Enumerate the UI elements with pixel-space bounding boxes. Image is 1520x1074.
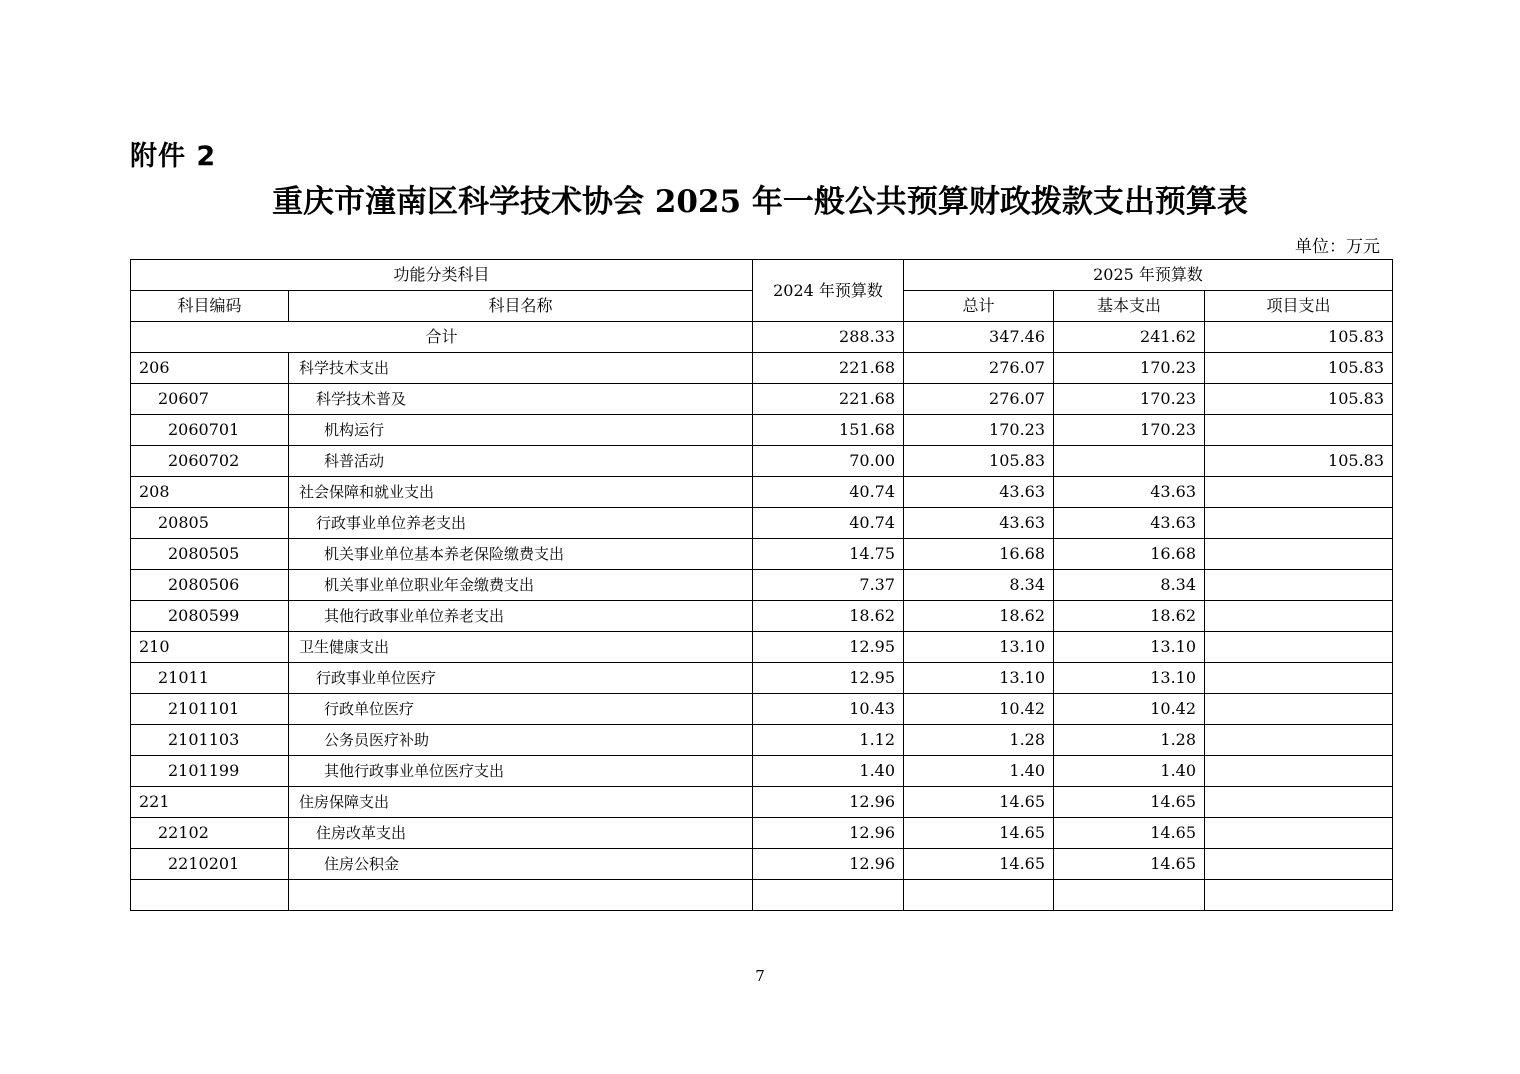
row-name: 行政事业单位医疗	[289, 663, 753, 694]
row-code: 2060701	[131, 415, 289, 446]
row-code: 2101101	[131, 694, 289, 725]
row-budget-2024: 7.37	[753, 570, 904, 601]
row-basic	[1054, 446, 1205, 477]
row-code: 2101199	[131, 756, 289, 787]
row-code: 208	[131, 477, 289, 508]
row-code: 20607	[131, 384, 289, 415]
row-total: 10.42	[904, 694, 1054, 725]
row-total: 14.65	[904, 818, 1054, 849]
row-code: 22102	[131, 818, 289, 849]
row-name: 科学技术支出	[289, 353, 753, 384]
row-total: 18.62	[904, 601, 1054, 632]
row-budget-2024: 12.95	[753, 663, 904, 694]
row-name: 其他行政事业单位养老支出	[289, 601, 753, 632]
row-project	[1205, 415, 1393, 446]
row-total: 170.23	[904, 415, 1054, 446]
row-basic	[1054, 880, 1205, 911]
row-name: 卫生健康支出	[289, 632, 753, 663]
table-row	[131, 508, 1393, 539]
header-total: 总计	[904, 291, 1054, 322]
row-basic: 43.63	[1054, 477, 1205, 508]
row-budget-2024: 12.95	[753, 632, 904, 663]
header-project: 项目支出	[1205, 291, 1393, 322]
row-budget-2024: 70.00	[753, 446, 904, 477]
row-project	[1205, 508, 1393, 539]
row-basic: 16.68	[1054, 539, 1205, 570]
row-total: 105.83	[904, 446, 1054, 477]
table-row	[131, 818, 1393, 849]
total-b2024: 288.33	[753, 322, 904, 353]
table-row	[131, 415, 1393, 446]
row-code: 20805	[131, 508, 289, 539]
row-budget-2024: 40.74	[753, 508, 904, 539]
row-code: 2080505	[131, 539, 289, 570]
header-func-category: 功能分类科目	[131, 260, 753, 291]
row-total: 14.65	[904, 849, 1054, 880]
table-row	[131, 663, 1393, 694]
row-project	[1205, 663, 1393, 694]
row-budget-2024: 14.75	[753, 539, 904, 570]
row-project	[1205, 787, 1393, 818]
row-budget-2024: 12.96	[753, 787, 904, 818]
row-name: 其他行政事业单位医疗支出	[289, 756, 753, 787]
row-basic: 14.65	[1054, 849, 1205, 880]
table-row	[131, 694, 1393, 725]
row-name: 科学技术普及	[289, 384, 753, 415]
table-row	[131, 539, 1393, 570]
row-total: 13.10	[904, 663, 1054, 694]
row-basic: 170.23	[1054, 415, 1205, 446]
budget-table	[130, 259, 1393, 911]
row-total: 276.07	[904, 353, 1054, 384]
row-basic: 10.42	[1054, 694, 1205, 725]
row-project: 105.83	[1205, 446, 1393, 477]
row-total: 43.63	[904, 508, 1054, 539]
row-total: 16.68	[904, 539, 1054, 570]
row-basic: 170.23	[1054, 384, 1205, 415]
row-project	[1205, 880, 1393, 911]
header-code: 科目编码	[131, 291, 289, 322]
row-budget-2024: 40.74	[753, 477, 904, 508]
row-basic: 13.10	[1054, 663, 1205, 694]
row-name: 机构运行	[289, 415, 753, 446]
table-row	[131, 353, 1393, 384]
row-basic: 1.28	[1054, 725, 1205, 756]
row-total: 8.34	[904, 570, 1054, 601]
row-total: 1.40	[904, 756, 1054, 787]
table-row	[131, 725, 1393, 756]
table-row	[131, 570, 1393, 601]
row-project	[1205, 725, 1393, 756]
row-code	[131, 880, 289, 911]
row-name: 机关事业单位基本养老保险缴费支出	[289, 539, 753, 570]
row-code: 2080506	[131, 570, 289, 601]
table-row	[131, 632, 1393, 663]
row-basic: 170.23	[1054, 353, 1205, 384]
row-total: 43.63	[904, 477, 1054, 508]
row-budget-2024: 12.96	[753, 818, 904, 849]
row-name: 社会保障和就业支出	[289, 477, 753, 508]
row-code: 2101103	[131, 725, 289, 756]
table-row	[131, 384, 1393, 415]
total-basic: 241.62	[1054, 322, 1205, 353]
row-code: 2080599	[131, 601, 289, 632]
row-project	[1205, 570, 1393, 601]
table-row	[131, 477, 1393, 508]
row-budget-2024	[753, 880, 904, 911]
row-name	[289, 880, 753, 911]
row-project	[1205, 632, 1393, 663]
row-basic: 14.65	[1054, 818, 1205, 849]
table-row	[131, 756, 1393, 787]
row-basic: 8.34	[1054, 570, 1205, 601]
row-code: 2060702	[131, 446, 289, 477]
table-row	[131, 849, 1393, 880]
row-project: 105.83	[1205, 353, 1393, 384]
row-basic: 13.10	[1054, 632, 1205, 663]
row-name: 公务员医疗补助	[289, 725, 753, 756]
row-name: 行政事业单位养老支出	[289, 508, 753, 539]
row-total: 1.28	[904, 725, 1054, 756]
total-total: 347.46	[904, 322, 1054, 353]
row-code: 210	[131, 632, 289, 663]
attachment-label: 附件 2	[130, 141, 217, 172]
row-project	[1205, 849, 1393, 880]
row-project	[1205, 756, 1393, 787]
row-basic: 18.62	[1054, 601, 1205, 632]
row-budget-2024: 12.96	[753, 849, 904, 880]
row-budget-2024: 151.68	[753, 415, 904, 446]
row-name: 住房公积金	[289, 849, 753, 880]
total-row	[131, 322, 1393, 353]
budget-table-body	[131, 260, 1393, 911]
row-project	[1205, 477, 1393, 508]
row-project	[1205, 818, 1393, 849]
total-label: 合计	[131, 322, 753, 353]
page-number: 7	[755, 967, 765, 985]
row-name: 机关事业单位职业年金缴费支出	[289, 570, 753, 601]
row-total: 13.10	[904, 632, 1054, 663]
unit-label: 单位：万元	[1295, 237, 1380, 257]
header-name: 科目名称	[289, 291, 753, 322]
row-name: 科普活动	[289, 446, 753, 477]
table-row	[131, 880, 1393, 911]
row-code: 21011	[131, 663, 289, 694]
row-name: 住房保障支出	[289, 787, 753, 818]
total-project: 105.83	[1205, 322, 1393, 353]
row-budget-2024: 221.68	[753, 353, 904, 384]
header-row-1	[131, 260, 1393, 291]
row-project	[1205, 694, 1393, 725]
row-budget-2024: 1.12	[753, 725, 904, 756]
row-code: 2210201	[131, 849, 289, 880]
row-total: 14.65	[904, 787, 1054, 818]
row-budget-2024: 18.62	[753, 601, 904, 632]
row-total: 276.07	[904, 384, 1054, 415]
row-basic: 1.40	[1054, 756, 1205, 787]
table-row	[131, 601, 1393, 632]
row-code: 206	[131, 353, 289, 384]
document-title: 重庆市潼南区科学技术协会 2025 年一般公共预算财政拨款支出预算表	[272, 184, 1248, 220]
row-code: 221	[131, 787, 289, 818]
row-project: 105.83	[1205, 384, 1393, 415]
header-basic: 基本支出	[1054, 291, 1205, 322]
header-budget-2025: 2025 年预算数	[904, 260, 1393, 291]
row-name: 行政单位医疗	[289, 694, 753, 725]
row-project	[1205, 539, 1393, 570]
row-name: 住房改革支出	[289, 818, 753, 849]
row-budget-2024: 221.68	[753, 384, 904, 415]
row-budget-2024: 10.43	[753, 694, 904, 725]
header-budget-2024: 2024 年预算数	[753, 260, 904, 322]
row-budget-2024: 1.40	[753, 756, 904, 787]
row-basic: 14.65	[1054, 787, 1205, 818]
table-row	[131, 446, 1393, 477]
row-basic: 43.63	[1054, 508, 1205, 539]
row-total	[904, 880, 1054, 911]
row-project	[1205, 601, 1393, 632]
table-row	[131, 787, 1393, 818]
